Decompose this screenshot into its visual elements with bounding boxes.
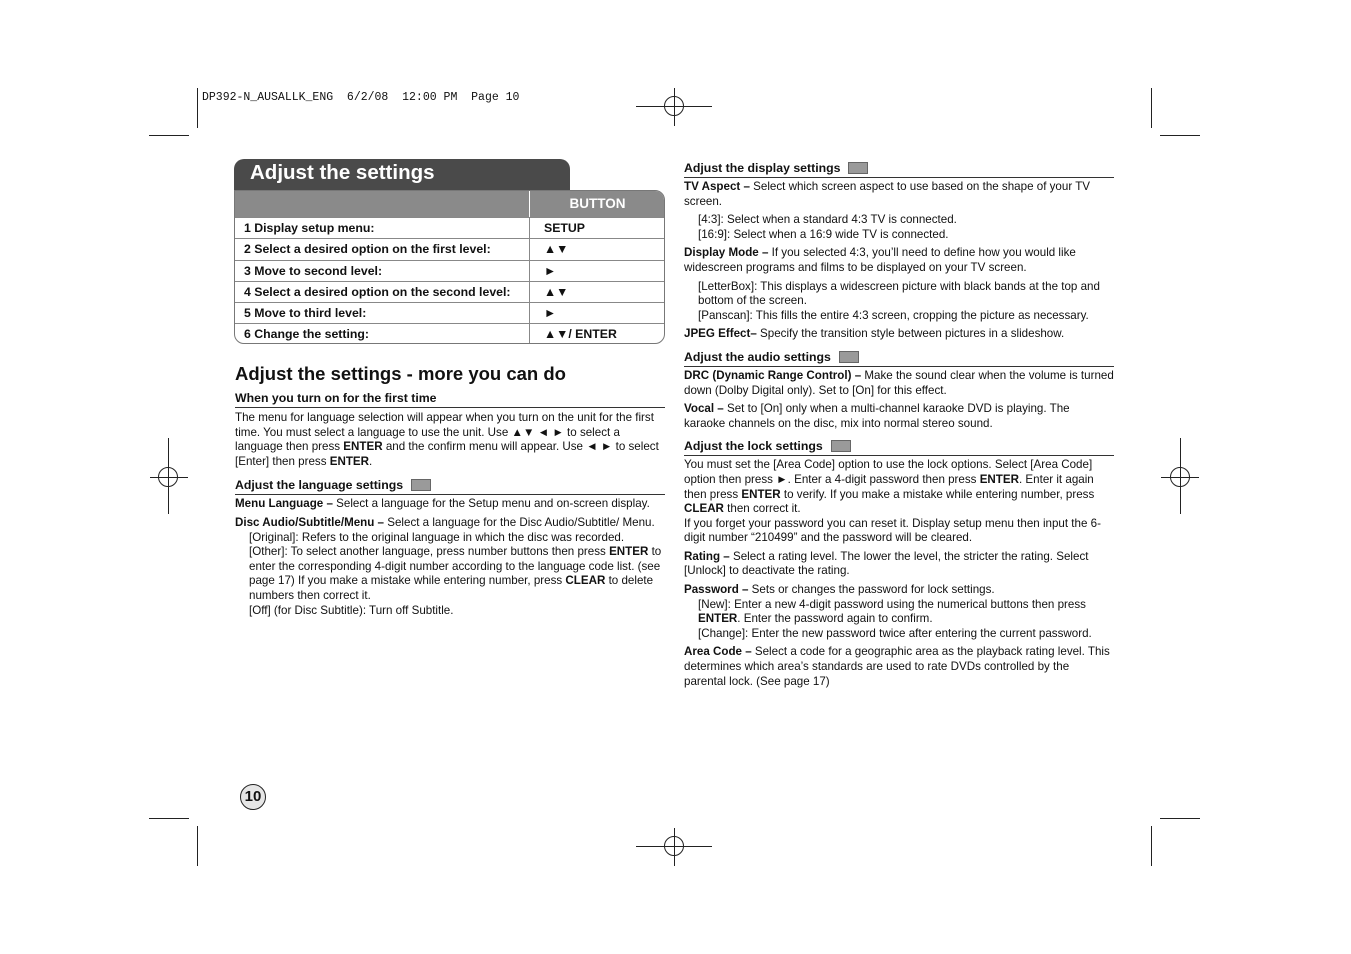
lock-settings-text: You must set the [Area Code] option to use the lock options. Select [Area Code] option then press ►. Enter a 4-digit password then press ENTER. Enter it again then press ENTER to verify. If you make a mistake while entering number, press CLEAR then correct it. If you forget your password you can reset it. Display setup menu then input the 6-digit number “210499” and the password will be cleared. Rating – Select a rating level. The lower the level, the stricter the rating. Select [Unlock] to deactivate the rating. Password – Sets or changes the password for lock settings. [New]: Enter a new 4-digit password using the numerical buttons then press ENTER. Enter the password again to confirm. [Change]: Enter the new password twice after entering the current password. Area Code – Select a code for a geographic area as the playback rating level. This determines which area’s standards are used to rate DVDs controlled by the parental lock. (See page 17) [684, 458, 1110, 688]
audio-icon [839, 351, 859, 363]
page-number: 10 [240, 784, 266, 810]
display-settings-text: TV Aspect – Select which screen aspect to use based on the shape of your TV screen. [4:3]: Select when a standard 4:3 TV is connected. [16:9]: Select when a 16:9 wide TV is connected. Display Mode – If you selected 4:3, you’ll need to define how you would like widescreen programs and films to be displayed on your TV screen. [LetterBox]: This displays a widescreen picture with black bands at the top and bottom of the screen. [Panscan]: This fills the entire 4:3 screen, cropping the picture as necessary. JPEG Effect– Specify the transition style between pictures in a slideshow. [684, 180, 1100, 341]
step-button: ▲▼/ ENTER [544, 327, 617, 342]
language-settings-text: Menu Language – Select a language for the Setup menu and on-screen display. Disc Audio/Subtitle/Menu – Select a language for the Disc Audio/Subtitle/ Menu. [Original]: Refers to the original language in which the disc was recorded. [Other]: To select another language, press number buttons then press ENTER to enter the corresponding 4-digit number according to the language code list. (see page 17) If you make a mistake while entering number, press CLEAR to delete numbers then correct it. [Off] (for Disc Subtitle): Turn off Subtitle. [235, 497, 662, 617]
audio-settings-text: DRC (Dynamic Range Control) – Make the sound clear when the volume is turned down (Dolby Digital only). Set to [On] for this effect. Vocal – Set to [On] only when a multi-channel karaoke DVD is playing. The karaoke channels on the disc, mix into normal stereo sound. [684, 368, 1114, 430]
first-time-text: The menu for language selection will appear when you turn on the unit for the first time. You must select a language to use the unit. Use ▲▼ ◄ ► to select a language then press ENTER and the confirm menu will appear. Use ◄ ► to select [Enter] then press ENTER. [235, 411, 659, 468]
step-button: SETUP [544, 221, 585, 235]
table-row [235, 302, 664, 323]
steps-table [234, 190, 665, 344]
table-row [235, 238, 664, 259]
step-label: 1 Display setup menu: [244, 221, 375, 235]
table-row [235, 323, 664, 344]
section-title: Adjust the settings - more you can do [235, 363, 566, 384]
step-button: ► [544, 263, 557, 278]
step-label: 6 Change the setting: [244, 327, 370, 342]
display-icon [848, 162, 868, 174]
display-settings-heading: Adjust the display settings [684, 161, 1114, 178]
lock-icon [831, 440, 851, 452]
step-button: ► [544, 306, 557, 321]
right-column [684, 161, 1114, 689]
step-button: ▲▼ [544, 242, 569, 257]
page-title: Adjust the settings [250, 161, 435, 184]
lock-settings-heading: Adjust the lock settings [684, 439, 1114, 456]
table-row [235, 217, 664, 238]
language-settings-heading: Adjust the language settings [235, 478, 665, 495]
step-label: 5 Move to third level: [244, 306, 367, 321]
audio-settings-heading: Adjust the audio settings [684, 350, 1114, 367]
table-row [235, 260, 664, 281]
language-icon [411, 479, 431, 491]
step-label: 3 Move to second level: [244, 263, 383, 278]
step-label: 2 Select a desired option on the first level: [244, 242, 491, 257]
first-time-heading: When you turn on for the first time [235, 391, 665, 408]
title-banner [234, 159, 570, 191]
table-row [235, 281, 664, 302]
print-header-line: DP392-N_AUSALLK_ENG 6/2/08 12:00 PM Page 10 [202, 91, 520, 104]
left-column [235, 363, 665, 618]
step-label: 4 Select a desired option on the second level: [244, 284, 511, 299]
button-column-header: BUTTON [569, 196, 626, 211]
table-header [235, 191, 664, 217]
step-button: ▲▼ [544, 284, 569, 299]
